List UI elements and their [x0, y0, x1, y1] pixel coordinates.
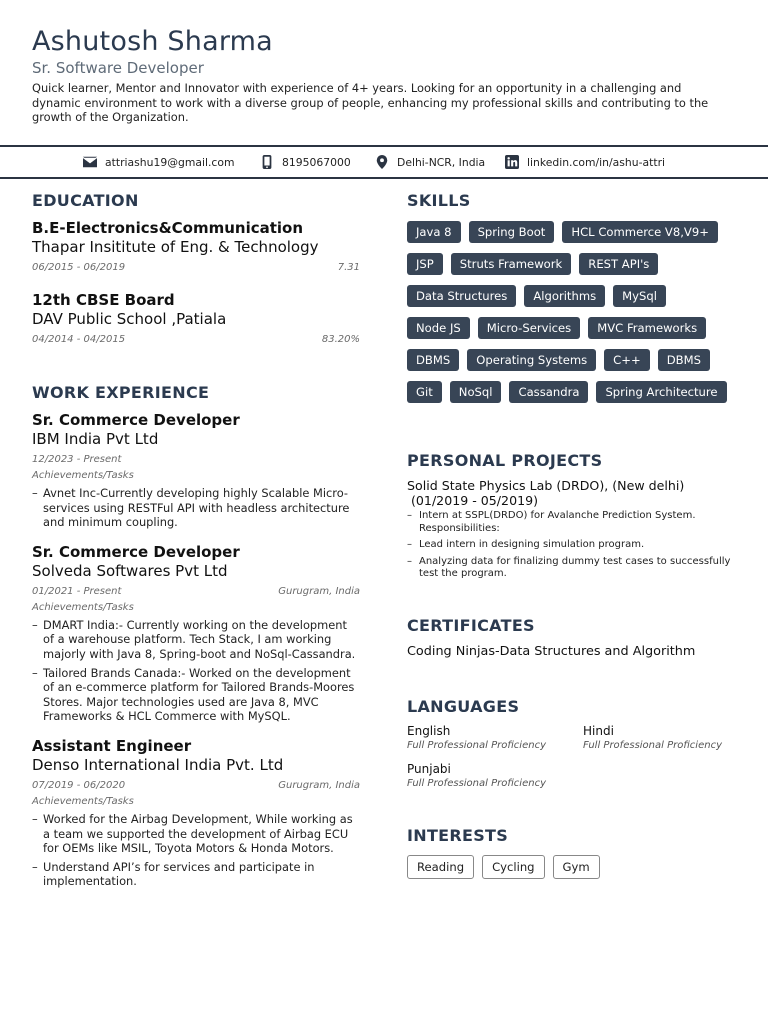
candidate-title: Sr. Software Developer: [32, 59, 204, 77]
list-item: – Worked for the Airbag Development, While working as a team we supported the development of Airbag ECU for OEMs like MSIL, Toyota Motors & Honda Motors.: [32, 812, 360, 856]
list-item: – DMART India:- Currently working on the development of a warehouse platform. Tech Stack, I am working majorly with Java 8, Spring-boot and NoSql-Cassandra.: [32, 618, 360, 662]
summary: Quick learner, Mentor and Innovator with experience of 4+ years. Looking for an opportunity in a challenging and dynamic environment to work with a diverse group of people, enhancing my professional skills and contributing to the growth of the Organization.: [32, 81, 709, 125]
skill-tag: JSP: [407, 253, 443, 275]
work-heading: WORK EXPERIENCE: [32, 383, 210, 402]
phone-text: 8195067000: [282, 155, 351, 169]
degree: 12th CBSE Board: [32, 291, 175, 309]
certificate-item: Coding Ninjas-Data Structures and Algorithm: [407, 643, 696, 659]
job-bullets: [32, 618, 360, 724]
contact-email[interactable]: [83, 155, 234, 169]
projects-heading: PERSONAL PROJECTS: [407, 451, 603, 470]
list-item: – Avnet Inc-Currently developing highly Scalable Micro-services using RESTFul API with headless architecture and minimum coupling.: [32, 486, 360, 530]
interest-chip: Reading: [407, 855, 474, 879]
contact-bar: [0, 145, 768, 179]
location-pin-icon: [375, 155, 389, 169]
resume-header: [32, 26, 732, 125]
linkedin-text: linkedin.com/in/ashu-attri: [527, 155, 666, 169]
skill-tag: Spring Boot: [469, 221, 555, 243]
language-item: [407, 762, 583, 790]
phone-icon: [260, 155, 274, 169]
skill-tag: C++: [604, 349, 650, 371]
skill-tag: Cassandra: [509, 381, 588, 403]
job-role: Assistant Engineer: [32, 736, 192, 755]
job-sub: Achievements/Tasks: [32, 470, 134, 481]
skill-tag: Struts Framework: [451, 253, 571, 275]
education-heading: EDUCATION: [32, 191, 139, 210]
skill-tag: Java 8: [407, 221, 461, 243]
skill-tag: NoSql: [450, 381, 502, 403]
job-company: IBM India Pvt Ltd: [32, 430, 159, 448]
job-entry: [32, 411, 360, 530]
job-role: Sr. Commerce Developer: [32, 411, 240, 429]
education-dates: 06/2015 - 06/2019: [32, 262, 126, 273]
skill-tag: Operating Systems: [467, 349, 596, 371]
education-item: [32, 219, 360, 276]
education-meta: [32, 332, 360, 348]
job-entry: [32, 543, 360, 724]
email-text: attriashu19@gmail.com: [105, 155, 235, 169]
linkedin-icon: [505, 155, 519, 169]
envelope-icon: [83, 155, 97, 169]
skills-list: [407, 221, 737, 413]
job-bullets: [32, 486, 360, 530]
language-name: Hindi: [583, 723, 614, 738]
contact-phone[interactable]: [260, 155, 351, 169]
school: Thapar Insititute of Eng. & Technology: [32, 238, 319, 256]
language-level: Full Professional Proficiency: [583, 739, 722, 751]
language-item: [407, 724, 583, 752]
contact-linkedin[interactable]: [505, 155, 665, 169]
skill-tag: DBMS: [658, 349, 710, 371]
job-role: Sr. Commerce Developer: [32, 542, 240, 561]
education-score: 7.31: [337, 262, 360, 273]
job-company: Denso International India Pvt. Ltd: [32, 755, 284, 774]
left-column: [32, 190, 360, 893]
interest-chip: Gym: [553, 855, 600, 879]
languages-list: [407, 724, 737, 790]
interest-chip: Cycling: [482, 855, 544, 879]
candidate-name: Ashutosh Sharma: [32, 26, 273, 57]
job-location: Gurugram, India: [278, 585, 360, 597]
education-dates: 04/2014 - 04/2015: [32, 334, 126, 345]
project-dates: (01/2019 - 05/2019): [411, 493, 539, 508]
education-score: 83.20%: [321, 334, 360, 345]
job-dates: 01/2021 - Present: [32, 585, 122, 597]
job-location: Gurugram, India: [278, 779, 360, 791]
education-item: [32, 291, 360, 348]
list-item: – Understand API’s for services and participate in implementation.: [32, 860, 360, 889]
location-text: Delhi-NCR, India: [397, 155, 486, 169]
interests-heading: INTERESTS: [407, 825, 509, 845]
project-bullets: [407, 510, 737, 581]
skill-tag: Spring Architecture: [596, 381, 726, 403]
language-item: [583, 724, 733, 752]
education-meta: [32, 260, 360, 276]
skill-tag: MVC Frameworks: [588, 317, 706, 339]
skill-tag: Micro-Services: [478, 317, 581, 339]
job-dates: 12/2023 - Present: [32, 454, 122, 465]
job-entry: [32, 737, 360, 889]
job-bullets: [32, 812, 360, 889]
degree: B.E-Electronics&Communication: [32, 219, 304, 237]
languages-heading: LANGUAGES: [407, 696, 520, 716]
list-item: – Analyzing data for finalizing dummy test cases to successfully test the program.: [407, 556, 737, 581]
contact-location: [375, 155, 485, 169]
skill-tag: Algorithms: [524, 285, 605, 307]
project-title: Solid State Physics Lab (DRDO), (New delhi): [407, 478, 685, 493]
list-item: – Lead intern in designing simulation program.: [407, 539, 737, 552]
skill-tag: HCL Commerce V8,V9+: [562, 221, 718, 243]
language-name: Punjabi: [407, 761, 451, 776]
list-item: – Tailored Brands Canada:- Worked on the development of an e-commerce platform for Tailored Brands-Moores Stores. Major technologies used are Java 8, MVC Frameworks & HCL Commerce with MySQL.: [32, 666, 360, 724]
job-meta: [32, 452, 360, 468]
skill-tag: Node JS: [407, 317, 470, 339]
skill-tag: Data Structures: [407, 285, 516, 307]
list-item: – Intern at SSPL(DRDO) for Avalanche Prediction System. Responsibilities:: [407, 510, 737, 535]
language-level: Full Professional Proficiency: [407, 777, 546, 789]
right-column: [407, 190, 737, 879]
job-dates: 07/2019 - 06/2020: [32, 779, 126, 791]
skills-heading: SKILLS: [407, 191, 471, 210]
project-entry: [407, 478, 737, 581]
job-meta: [32, 584, 360, 600]
skill-tag: Git: [407, 381, 442, 403]
job-company: Solveda Softwares Pvt Ltd: [32, 561, 228, 580]
skill-tag: REST API's: [579, 253, 658, 275]
interests-list: [407, 855, 737, 879]
school: DAV Public School ,Patiala: [32, 310, 227, 328]
job-sub: Achievements/Tasks: [32, 601, 134, 613]
job-meta: [32, 778, 360, 794]
skill-tag: MySql: [613, 285, 666, 307]
skill-tag: DBMS: [407, 349, 459, 371]
language-level: Full Professional Proficiency: [407, 739, 546, 751]
certificates-heading: CERTIFICATES: [407, 615, 535, 635]
language-name: English: [407, 723, 451, 738]
job-sub: Achievements/Tasks: [32, 795, 134, 807]
